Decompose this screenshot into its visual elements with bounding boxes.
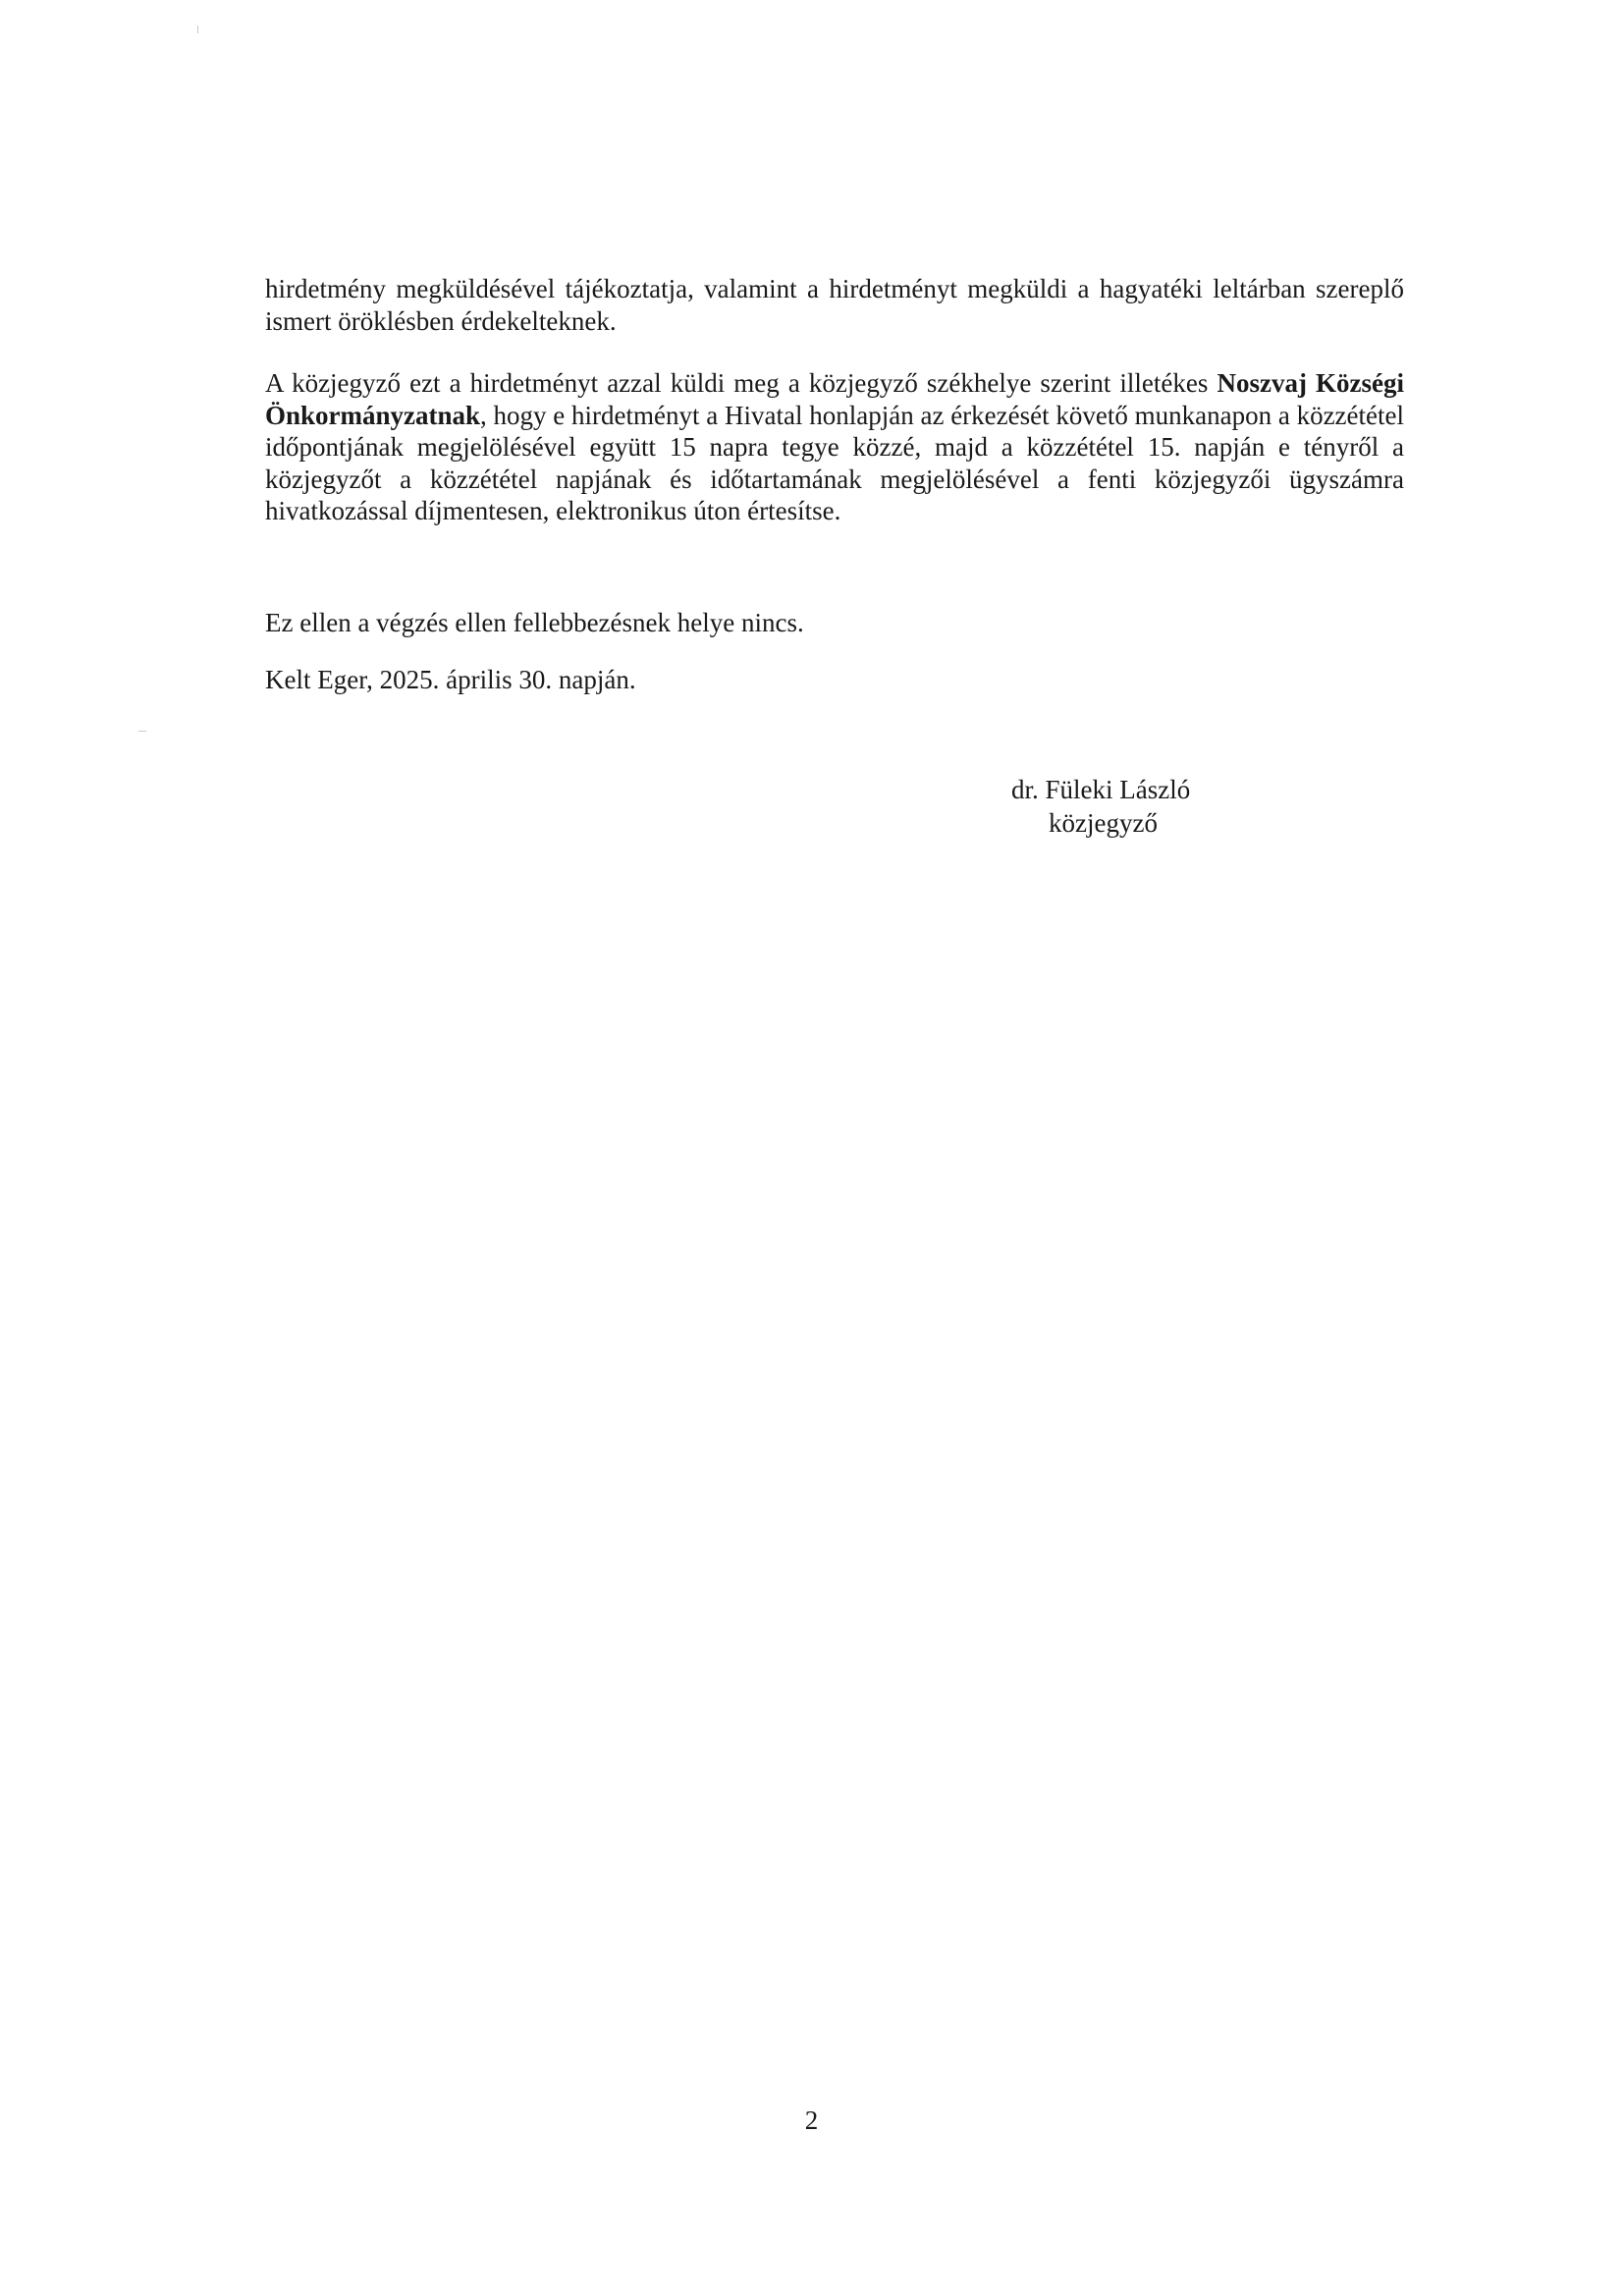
page-number: 2 bbox=[804, 2105, 819, 2135]
paragraph-date-place: Kelt Eger, 2025. április 30. napján. bbox=[265, 665, 636, 694]
paragraph-publication-request bbox=[265, 367, 1404, 527]
paragraph-notification: hirdetmény megküldésével tájékoztatja, valamint a hirdetményt megküldi a hagyatéki leltárban szereplő ismert öröklésben érdekelteknek. bbox=[265, 274, 1404, 336]
signatory-name: dr. Füleki László bbox=[1011, 775, 1191, 804]
recipient-name: Noszvaj Községi Önkormányzatnak bbox=[265, 368, 1404, 430]
scan-artifact-mark bbox=[197, 26, 198, 33]
signatory-title: közjegyző bbox=[1049, 808, 1158, 838]
paragraph-no-appeal: Ez ellen a végzés ellen fellebbezésnek helye nincs. bbox=[265, 608, 804, 637]
scan-artifact-mark bbox=[138, 731, 146, 732]
signature-block bbox=[1011, 773, 1306, 840]
paragraph-intro-text: A közjegyző ezt a hirdetményt azzal küldi meg a közjegyző székhelye szerint illetékes bbox=[265, 368, 1217, 398]
paragraph-rest-text: , hogy e hirdetményt a Hivatal honlapján az érkezését követő munkanapon a közzététel időpontjának megjelölésével együtt 15 napra tegye közzé, majd a közzététel 15. napján e tényről a közjegyzőt a közzététel napjának és időtartamának megjelölésével a fenti közjegyzői ügyszámra hivatkozással díjmentesen, elektronikus úton értesítse. bbox=[265, 400, 1404, 525]
